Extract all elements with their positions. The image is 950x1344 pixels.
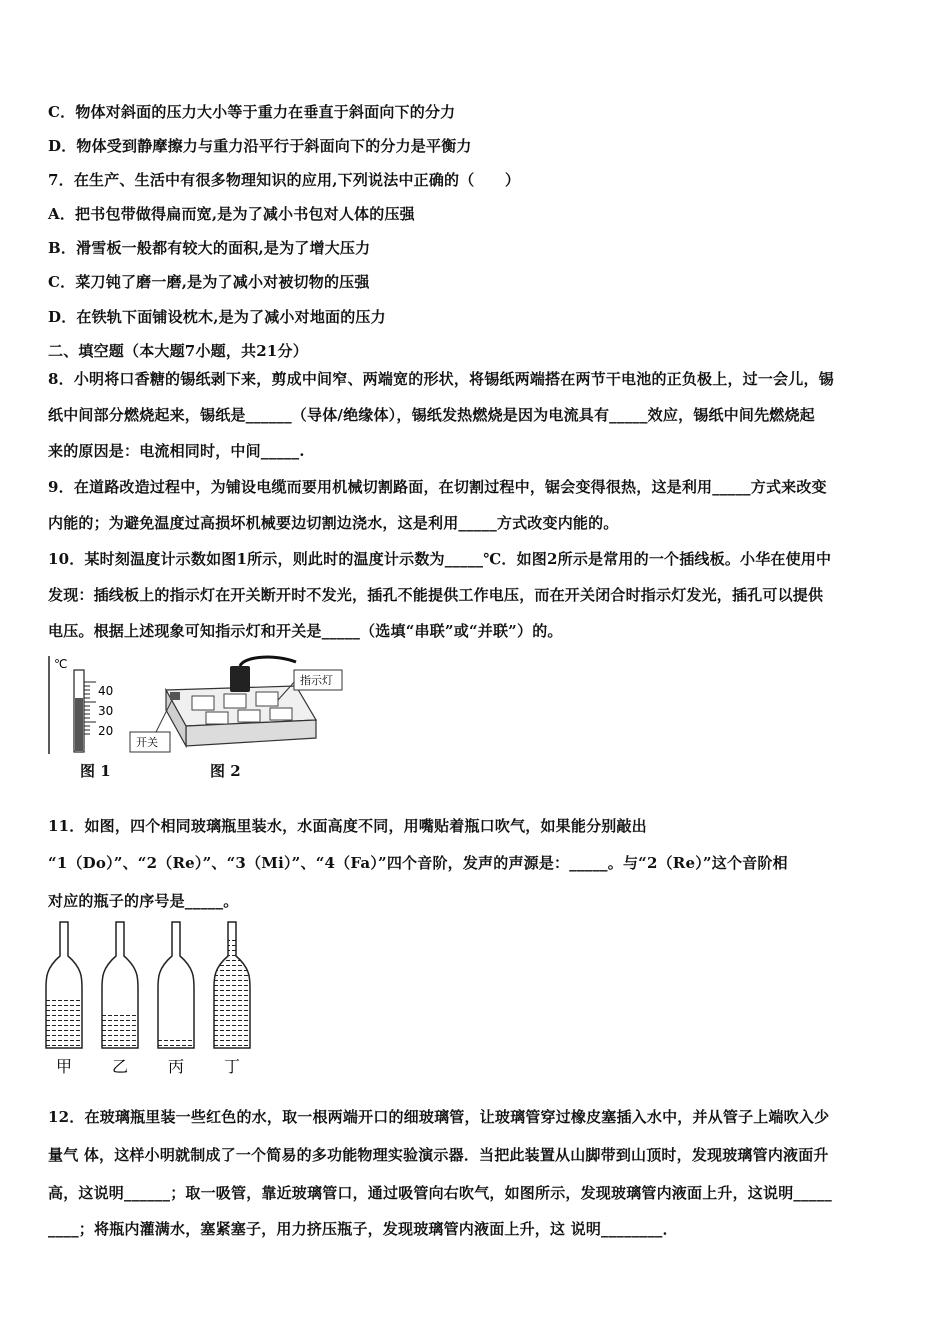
tick-20: 20 — [98, 724, 114, 738]
tick-30: 30 — [98, 704, 114, 718]
bottle-label-yi: 乙 — [112, 1057, 129, 1076]
question-10-line-3: 电压。根据上述现象可知指示灯和开关是_____（选填“串联”或“并联”）的。 — [48, 622, 563, 640]
figure-1-caption: 图 1 — [80, 762, 111, 780]
indicator-light-label: 指示灯 — [300, 674, 333, 687]
bottle-yi — [96, 922, 146, 1062]
thermometer-unit: ℃ — [54, 657, 68, 671]
bottles-figure — [40, 918, 270, 1078]
option-c-q7: C．菜刀钝了磨一磨,是为了减小对被切物的压强 — [48, 273, 370, 291]
question-12-line-3: 高，这说明______；取一吸管，靠近玻璃管口，通过吸管向右吹气，如图所示，发现玻璃管内液面上升，这说明_____ — [48, 1184, 832, 1202]
option-b-q7: B．滑雪板一般都有较大的面积,是为了增大压力 — [48, 239, 371, 257]
bottle-bing — [152, 922, 202, 1056]
tick-40: 40 — [98, 684, 114, 698]
thermometer-figure — [44, 650, 124, 758]
question-11-line-2: “1（Do）”、“2（Re）”、“3（Mi）”、“4（Fa）”四个音阶，发声的声源是：_____。与“2（Re）”这个音阶相 — [48, 854, 788, 872]
option-c-q6: C．物体对斜面的压力大小等于重力在垂直于斜面向下的分力 — [48, 103, 456, 121]
question-9-line-2: 内能的；为避免温度过高损坏机械要边切割边浇水，这是利用_____方式改变内能的。 — [48, 514, 619, 532]
question-12-line-1: 12．在玻璃瓶里装一些红色的水，取一根两端开口的细玻璃管，让玻璃管穿过橡皮塞插入水中，并从管子上端吹入少 — [48, 1108, 830, 1126]
question-7: 7．在生产、生活中有很多物理知识的应用,下列说法中正确的（ ） — [48, 171, 521, 189]
bottle-label-ding: 丁 — [224, 1057, 241, 1076]
question-11-line-1: 11．如图，四个相同玻璃瓶里装水，水面高度不同，用嘴贴着瓶口吹气，如果能分别敲出 — [48, 817, 647, 835]
question-8-line-1: 8．小明将口香糖的锡纸剥下来，剪成中间窄、两端宽的形状，将锡纸两端搭在两节干电池的正负极上，过一会儿，锡 — [48, 370, 834, 388]
bottle-label-bing: 丙 — [168, 1057, 185, 1076]
option-d-q7: D．在铁轨下面铺设枕木,是为了减小对地面的压力 — [48, 308, 386, 326]
question-12-line-2: 量气 体，这样小明就制成了一个简易的多功能物理实验演示器．当把此装置从山脚带到山顶时，发现玻璃管内液面升 — [48, 1146, 829, 1164]
switch-label: 开关 — [136, 736, 158, 749]
bottle-label-jia: 甲 — [56, 1057, 73, 1076]
option-a-q7: A．把书包带做得扁而宽,是为了减小书包对人体的压强 — [48, 205, 415, 223]
question-8-line-3: 来的原因是：电流相同时，中间_____. — [48, 442, 305, 460]
bottle-jia — [40, 922, 90, 1058]
question-12-line-4: ____；将瓶内灌满水，塞紧塞子，用力挤压瓶子，发现玻璃管内液面上升，这 说明________． — [48, 1220, 678, 1238]
power-strip-figure — [126, 652, 356, 758]
section-heading: 二、填空题（本大题7小题，共21分） — [48, 342, 308, 360]
question-10-line-1: 10．某时刻温度计示数如图1所示，则此时的温度计示数为_____℃．如图2所示是常用的一个插线板。小华在使用中 — [48, 550, 832, 568]
bottle-ding — [208, 922, 258, 1056]
question-9-line-1: 9．在道路改造过程中，为铺设电缆而要用机械切割路面，在切割过程中，锯会变得很热，这是利用_____方式来改变 — [48, 478, 827, 496]
question-11-line-3: 对应的瓶子的序号是_____。 — [48, 892, 239, 910]
option-d-q6: D．物体受到静摩擦力与重力沿平行于斜面向下的分力是平衡力 — [48, 137, 472, 155]
question-10-line-2: 发现：插线板上的指示灯在开关断开时不发光，插孔不能提供工作电压，而在开关闭合时指示灯发光，插孔可以提供 — [48, 586, 824, 604]
figure-2-caption: 图 2 — [210, 762, 241, 780]
question-8-line-2: 纸中间部分燃烧起来，锡纸是______（导体/绝缘体），锡纸发热燃烧是因为电流具有_____效应，锡纸中间先燃烧起 — [48, 406, 815, 424]
